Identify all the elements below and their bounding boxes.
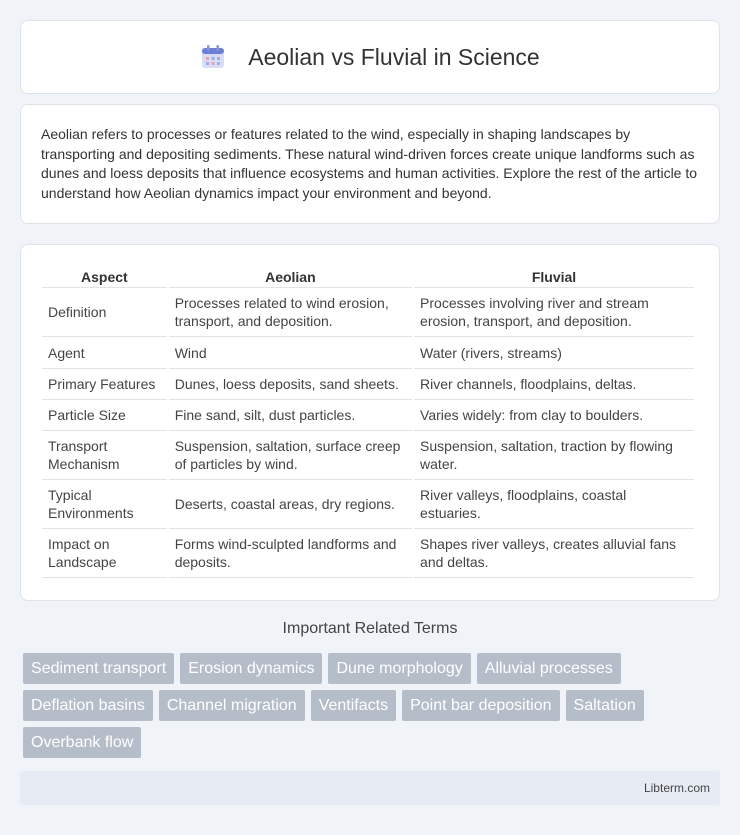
related-term-tag[interactable]: Deflation basins (23, 690, 153, 721)
related-terms-title: Important Related Terms (282, 620, 458, 637)
cell-fluvial: Suspension, saltation, traction by flowing water. (414, 431, 694, 480)
table-row (42, 480, 694, 529)
cell-aeolian: Processes related to wind erosion, transport, and deposition. (169, 288, 412, 337)
page-title: Aeolian vs Fluvial in Science (248, 43, 540, 70)
table-header-row (42, 267, 694, 288)
intro-card (20, 104, 720, 224)
related-term-tag[interactable]: Alluvial processes (477, 653, 621, 684)
related-term-tag[interactable]: Saltation (566, 690, 644, 721)
cell-fluvial: Water (rivers, streams) (414, 337, 694, 369)
related-term-tag[interactable]: Point bar deposition (402, 690, 559, 721)
cell-aeolian: Suspension, saltation, surface creep of particles by wind. (169, 431, 412, 480)
related-term-tag[interactable]: Dune morphology (328, 653, 470, 684)
table-row (42, 431, 694, 480)
comparison-card (20, 244, 720, 601)
cell-aeolian: Deserts, coastal areas, dry regions. (169, 480, 412, 529)
cell-aspect: Transport Mechanism (42, 431, 167, 480)
comparison-table (40, 267, 696, 578)
intro-text: Aeolian refers to processes or features related to the wind, especially in shaping landscapes by transporting and depositing sediments. These natural wind-driven forces create unique landforms such as dunes and loess deposits that influence ecosystems and human activities. Explore the rest of the article to understand how Aeolian dynamics impact your environment and beyond. (41, 126, 698, 201)
cell-aeolian: Dunes, loess deposits, sand sheets. (169, 369, 412, 400)
cell-fluvial: Shapes river valleys, creates alluvial fans and deltas. (414, 529, 694, 578)
cell-fluvial: River valleys, floodplains, coastal estuaries. (414, 480, 694, 529)
table-row (42, 529, 694, 578)
table-row (42, 400, 694, 431)
cell-fluvial: Varies widely: from clay to boulders. (414, 400, 694, 431)
header-fluvial: Fluvial (414, 267, 694, 288)
cell-aeolian: Wind (169, 337, 412, 369)
cell-aspect: Particle Size (42, 400, 167, 431)
calendar-icon (200, 44, 226, 70)
related-term-tag[interactable]: Sediment transport (23, 653, 174, 684)
cell-fluvial: Processes involving river and stream erosion, transport, and deposition. (414, 288, 694, 337)
table-row (42, 337, 694, 369)
table-row (42, 288, 694, 337)
cell-aeolian: Forms wind-sculpted landforms and deposits. (169, 529, 412, 578)
cell-aspect: Primary Features (42, 369, 167, 400)
header-aspect: Aspect (42, 267, 167, 288)
cell-aspect: Agent (42, 337, 167, 369)
related-term-tag[interactable]: Channel migration (159, 690, 305, 721)
cell-fluvial: River channels, floodplains, deltas. (414, 369, 694, 400)
table-row (42, 369, 694, 400)
cell-aeolian: Fine sand, silt, dust particles. (169, 400, 412, 431)
footer: Libterm.com (20, 771, 720, 805)
cell-aspect: Definition (42, 288, 167, 337)
cell-aspect: Typical Environments (42, 480, 167, 529)
related-term-tag[interactable]: Erosion dynamics (180, 653, 322, 684)
related-term-tag[interactable]: Overbank flow (23, 727, 141, 758)
related-term-tag[interactable]: Ventifacts (311, 690, 396, 721)
header-aeolian: Aeolian (169, 267, 412, 288)
related-terms-list (23, 653, 723, 764)
header-card (20, 20, 720, 94)
cell-aspect: Impact on Landscape (42, 529, 167, 578)
